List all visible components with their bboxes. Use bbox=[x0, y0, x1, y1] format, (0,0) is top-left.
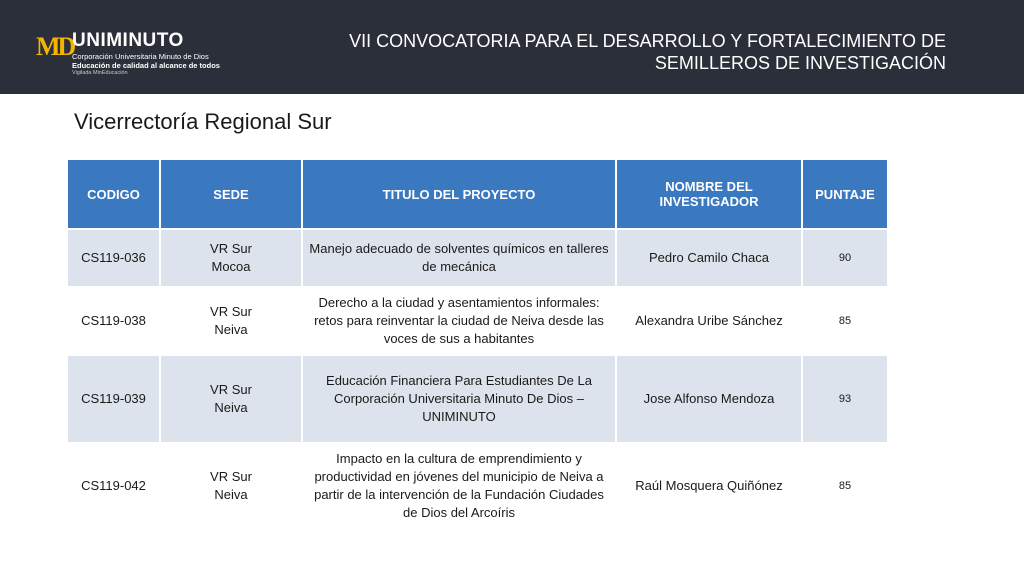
header-title bbox=[349, 30, 946, 74]
sede-region: VR Sur bbox=[210, 469, 252, 484]
logo-tagline-2: Educación de calidad al alcance de todos bbox=[72, 61, 220, 70]
page-subtitle: Vicerrectoría Regional Sur bbox=[74, 109, 332, 134]
cell-titulo: Derecho a la ciudad y asentamientos informales: retos para reinventar la ciudad de Neiva desde las voces de sus a habitantes bbox=[302, 287, 616, 355]
sede-region: VR Sur bbox=[210, 382, 252, 397]
table-row bbox=[68, 355, 888, 443]
column-header-puntaje: PUNTAJE bbox=[802, 160, 888, 229]
cell-codigo: CS119-036 bbox=[68, 229, 160, 287]
table-header-row bbox=[68, 160, 888, 229]
cell-titulo: Impacto en la cultura de emprendimiento y productividad en jóvenes del municipio de Neiva a partir de la intervención de la Fundación Ciudades de Dios del Arcoíris bbox=[302, 443, 616, 529]
sede-city: Mocoa bbox=[211, 259, 251, 274]
column-header-titulo: TITULO DEL PROYECTO bbox=[302, 160, 616, 229]
cell-titulo: Educación Financiera Para Estudiantes De La Corporación Universitaria Minuto De Dios – UNIMINUTO bbox=[302, 355, 616, 443]
cell-investigador: Jose Alfonso Mendoza bbox=[616, 355, 802, 443]
logo-tagline-3: Vigilada MinEducación bbox=[72, 70, 128, 76]
table-row bbox=[68, 287, 888, 355]
cell-codigo: CS119-038 bbox=[68, 287, 160, 355]
header-bar bbox=[0, 0, 1024, 94]
cell-puntaje: 93 bbox=[802, 355, 888, 443]
cell-titulo: Manejo adecuado de solventes químicos en talleres de mecánica bbox=[302, 229, 616, 287]
cell-puntaje: 90 bbox=[802, 229, 888, 287]
column-header-investigador: NOMBRE DEL INVESTIGADOR bbox=[616, 160, 802, 229]
md-logo-icon: MD bbox=[36, 32, 74, 61]
cell-sede bbox=[160, 443, 302, 529]
sede-city: Neiva bbox=[214, 487, 248, 502]
cell-codigo: CS119-039 bbox=[68, 355, 160, 443]
cell-sede bbox=[160, 355, 302, 443]
sede-region: VR Sur bbox=[210, 304, 252, 319]
column-header-sede: SEDE bbox=[160, 160, 302, 229]
header-title-line-2: SEMILLEROS DE INVESTIGACIÓN bbox=[654, 53, 946, 73]
cell-codigo: CS119-042 bbox=[68, 443, 160, 529]
cell-puntaje: 85 bbox=[802, 287, 888, 355]
sede-city: Neiva bbox=[214, 322, 248, 337]
cell-investigador: Alexandra Uribe Sánchez bbox=[616, 287, 802, 355]
cell-puntaje: 85 bbox=[802, 443, 888, 529]
cell-investigador: Pedro Camilo Chaca bbox=[616, 229, 802, 287]
header-title-line-1: VII CONVOCATORIA PARA EL DESARROLLO Y FORTALECIMIENTO DE bbox=[349, 31, 946, 51]
uniminuto-logo[interactable] bbox=[36, 24, 236, 76]
table-row bbox=[68, 443, 888, 529]
cell-sede bbox=[160, 287, 302, 355]
cell-investigador: Raúl Mosquera Quiñónez bbox=[616, 443, 802, 529]
projects-table bbox=[68, 160, 889, 530]
column-header-codigo: CODIGO bbox=[68, 160, 160, 229]
sede-region: VR Sur bbox=[210, 241, 252, 256]
cell-sede bbox=[160, 229, 302, 287]
logo-tagline-1: Corporación Universitaria Minuto de Dios bbox=[72, 52, 209, 61]
logo-name: UNIMINUTO bbox=[72, 30, 184, 51]
sede-city: Neiva bbox=[214, 400, 248, 415]
table-row bbox=[68, 229, 888, 287]
